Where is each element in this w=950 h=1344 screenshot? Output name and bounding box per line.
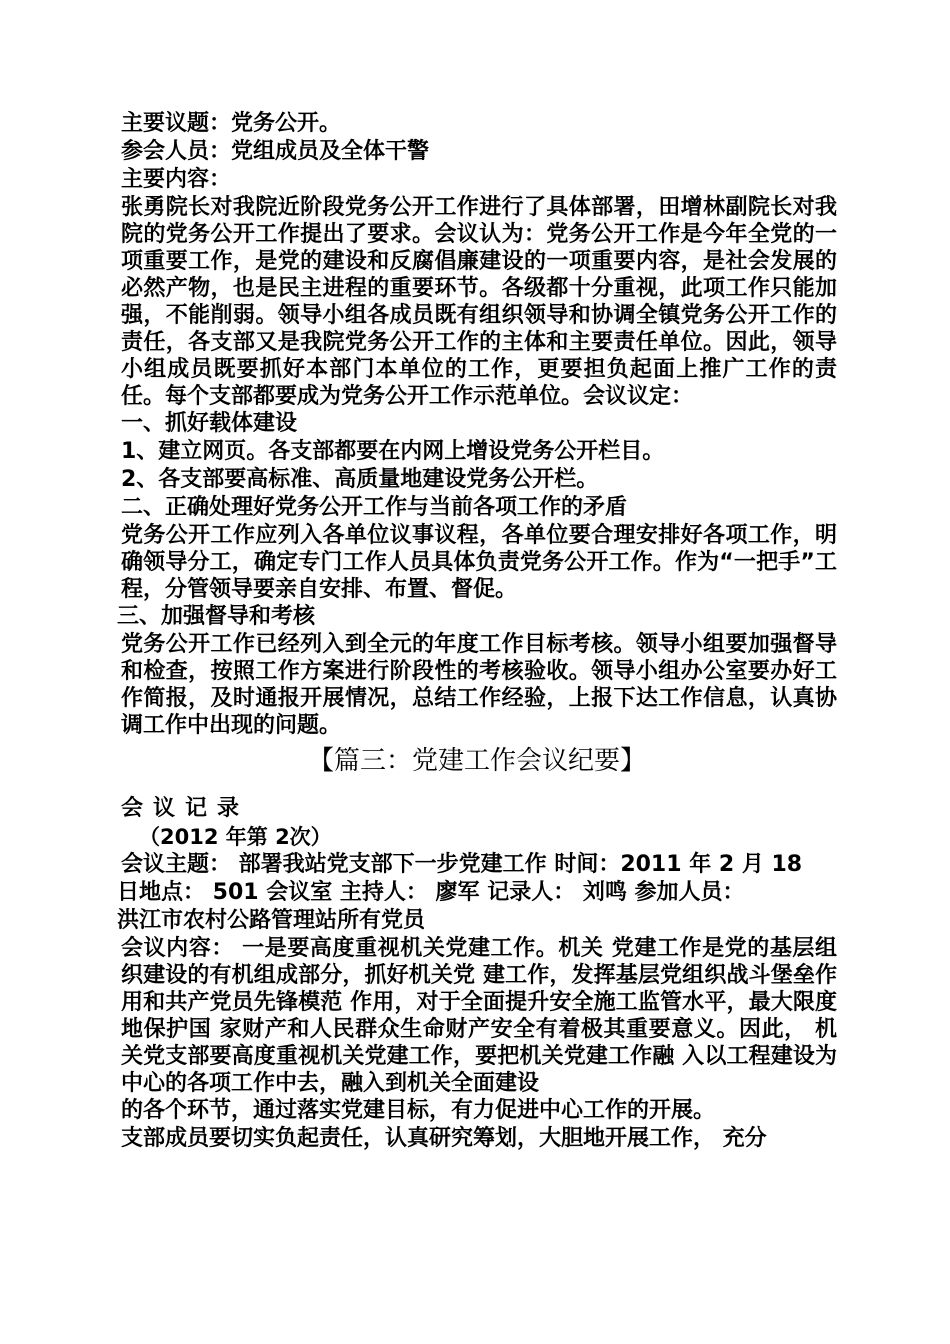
item2-paragraph: 党务公开工作应列入各单位议事议程，各单位要合理安排好各项工作，明确领导分工，确定专门工作人员具体负责党务公开工作。作为“一把手”工程，分管领导要亲自安排、布置、督促。 bbox=[121, 523, 837, 602]
content-heading: 主要内容： bbox=[121, 167, 232, 192]
attendees-line: 参会人员：党组成员及全体干警 bbox=[121, 139, 430, 164]
content-line-2: 的各个环节，通过落实党建目标，有力促进中心工作的开展。 bbox=[121, 1098, 716, 1123]
meta-line-1: 会议主题： 部署我站党支部下一步党建工作 时间：2011 年 2 月 18 bbox=[121, 852, 803, 877]
topic-line: 主要议题：党务公开。 bbox=[121, 111, 342, 136]
item1-heading: 一、抓好载体建设 bbox=[121, 411, 298, 436]
meta-line-3: 洪江市农村公路管理站所有党员 bbox=[117, 908, 426, 933]
record-title: 会议记录 bbox=[121, 796, 250, 821]
section-heading: 【篇三：党建工作会议纪要】 bbox=[307, 746, 646, 776]
item3-heading: 三、加强督导和考核 bbox=[117, 604, 316, 629]
intro-paragraph: 张勇院长对我院近阶段党务公开工作进行了具体部署，田增林副院长对我院的党务公开工作提出了要求。会议认为：党务公开工作是今年全党的一项重要工作，是党的建设和反腐倡廉建设的一项重要内容，是社会发展的必然产物，也是民主进程的重要环节。各级都十分重视，此项工作只能加强，不能削弱。领导小组各成员既有组织领导和协调全镇党务公开工作的责任，各支部又是我院党务公开工作的主体和主要责任单位。因此，领导小组成员既要抓好本部门本单位的工作，更要担负起面上推广工作的责任。每个支部都要成为党务公开工作示范单位。会议议定： bbox=[121, 195, 837, 409]
content-paragraph: 会议内容： 一是要高度重视机关党建工作。机关 党建工作是党的基层组织建设的有机组成部分，抓好机关党 建工作，发挥基层党组织战斗堡垒作用和共产党员先锋模范 作用，对于全面提升安全施工监管水平，最大限度地保护国 家财产和人民群众生命财产安全有着极其重要意义。因此， 机关党支部要高度重视机关党建工作，要把机关党建工作融 入以工程建设为中心的各项工作中去，融入到机关全面建设 bbox=[121, 936, 837, 1096]
document-page bbox=[117, 110, 837, 1153]
item1-sub2: 2、各支部要高标准、高质量地建设党务公开栏。 bbox=[121, 467, 599, 492]
meta-line-2: 日地点： 501 会议室 主持人： 廖军 记录人： 刘鸣 参加人员： bbox=[117, 880, 745, 905]
item2-heading: 二、正确处理好党务公开工作与当前各项工作的矛盾 bbox=[121, 495, 628, 520]
item3-paragraph: 党务公开工作已经列入到全元的年度工作目标考核。领导小组要加强督导和检查，按照工作方案进行阶段性的考核验收。领导小组办公室要办好工作简报，及时通报开展情况，总结工作经验，上报下达工作信息，认真协调工作中出现的问题。 bbox=[121, 632, 837, 738]
record-number: （2012 年第 2次） bbox=[139, 825, 332, 849]
content-line-3: 支部成员要切实负起责任，认真研究筹划，大胆地开展工作， 充分 bbox=[121, 1126, 767, 1151]
item1-sub1: 1、建立网页。各支部都要在内网上增设党务公开栏目。 bbox=[121, 439, 665, 464]
